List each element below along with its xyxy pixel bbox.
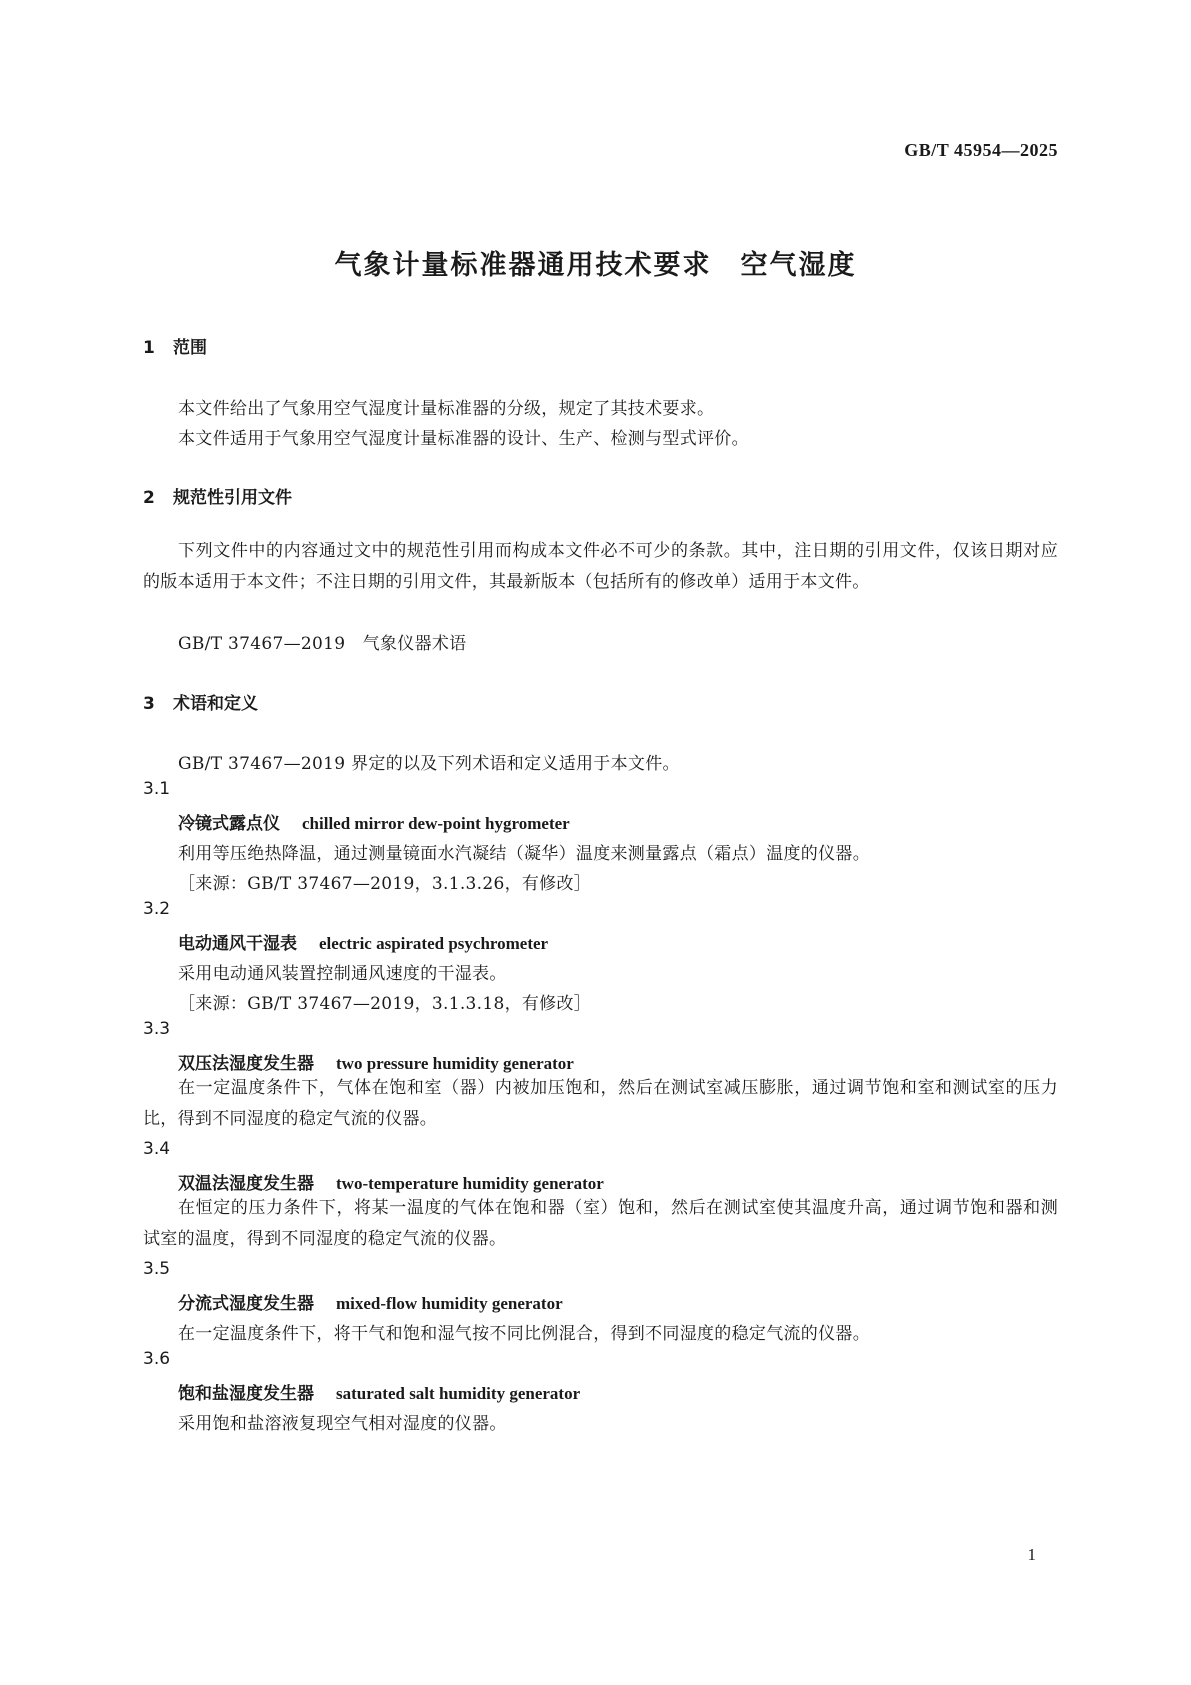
term-en: two-temperature humidity generator <box>336 1174 604 1193</box>
term-zh: 饱和盐湿度发生器 <box>178 1384 314 1404</box>
section-heading-scope <box>143 333 207 358</box>
term-title <box>178 1289 563 1314</box>
section-number: 3 <box>143 694 155 714</box>
term-en: saturated salt humidity generator <box>336 1384 581 1403</box>
term-title <box>178 1169 604 1194</box>
section-title: 规范性引用文件 <box>173 488 292 508</box>
term-number: 3.4 <box>143 1139 171 1159</box>
term-en: two pressure humidity generator <box>336 1054 574 1073</box>
standard-number: GB/T 45954—2025 <box>904 140 1058 160</box>
paragraph: 下列文件中的内容通过文中的规范性引用而构成本文件必不可少的条款。其中，注日期的引用文件，仅该日期对应的版本适用于本文件；不注日期的引用文件，其最新版本（包括所有的修改单）适用于本文件。 <box>143 541 1058 592</box>
paragraph: 本文件适用于气象用空气湿度计量标准器的设计、生产、检测与型式评价。 <box>178 429 749 449</box>
section-title: 术语和定义 <box>173 694 258 714</box>
section-heading-normative-references <box>143 483 292 508</box>
page-number: 1 <box>1027 1545 1036 1564</box>
document-title: 气象计量标准器通用技术要求 空气湿度 <box>334 250 857 281</box>
term-definition: 采用电动通风装置控制通风速度的干湿表。 <box>178 964 507 984</box>
term-number: 3.1 <box>143 779 171 799</box>
term-zh: 双温法湿度发生器 <box>178 1174 314 1194</box>
term-title <box>178 1049 574 1074</box>
reference-entry: GB/T 37467—2019 气象仪器术语 <box>178 634 467 654</box>
section-number: 2 <box>143 488 155 508</box>
section-heading-terms-definitions <box>143 689 258 714</box>
section-title: 范围 <box>173 338 207 358</box>
term-zh: 冷镜式露点仪 <box>178 814 280 834</box>
term-source: ［来源：GB/T 37467—2019，3.1.3.26，有修改］ <box>178 874 592 894</box>
paragraph: 本文件给出了气象用空气湿度计量标准器的分级，规定了其技术要求。 <box>178 399 715 419</box>
term-source: ［来源：GB/T 37467—2019，3.1.3.18，有修改］ <box>178 994 592 1014</box>
term-number: 3.6 <box>143 1349 171 1369</box>
term-en: mixed-flow humidity generator <box>336 1294 563 1313</box>
term-title <box>178 1379 580 1404</box>
term-number: 3.3 <box>143 1019 171 1039</box>
term-definition: 采用饱和盐溶液复现空气相对湿度的仪器。 <box>178 1414 507 1434</box>
term-definition: 利用等压绝热降温，通过测量镜面水汽凝结（凝华）温度来测量露点（霜点）温度的仪器。 <box>178 844 870 864</box>
term-zh: 电动通风干湿表 <box>178 934 297 954</box>
term-en: electric aspirated psychrometer <box>319 934 549 953</box>
term-title <box>178 809 570 834</box>
term-zh: 分流式湿度发生器 <box>178 1294 314 1314</box>
term-definition: 在一定温度条件下，气体在饱和室（器）内被加压饱和，然后在测试室减压膨胀，通过调节饱和室和测试室的压力比，得到不同湿度的稳定气流的仪器。 <box>143 1078 1058 1129</box>
term-zh: 双压法湿度发生器 <box>178 1054 314 1074</box>
term-definition: 在恒定的压力条件下，将某一温度的气体在饱和器（室）饱和，然后在测试室使其温度升高，通过调节饱和器和测试室的温度，得到不同湿度的稳定气流的仪器。 <box>143 1198 1058 1249</box>
term-number: 3.2 <box>143 899 171 919</box>
term-en: chilled mirror dew-point hygrometer <box>302 814 570 833</box>
term-definition: 在一定温度条件下，将干气和饱和湿气按不同比例混合，得到不同湿度的稳定气流的仪器。 <box>178 1324 870 1344</box>
term-number: 3.5 <box>143 1259 171 1279</box>
paragraph: GB/T 37467—2019 界定的以及下列术语和定义适用于本文件。 <box>178 754 680 774</box>
term-title <box>178 929 548 954</box>
section-number: 1 <box>143 338 155 358</box>
